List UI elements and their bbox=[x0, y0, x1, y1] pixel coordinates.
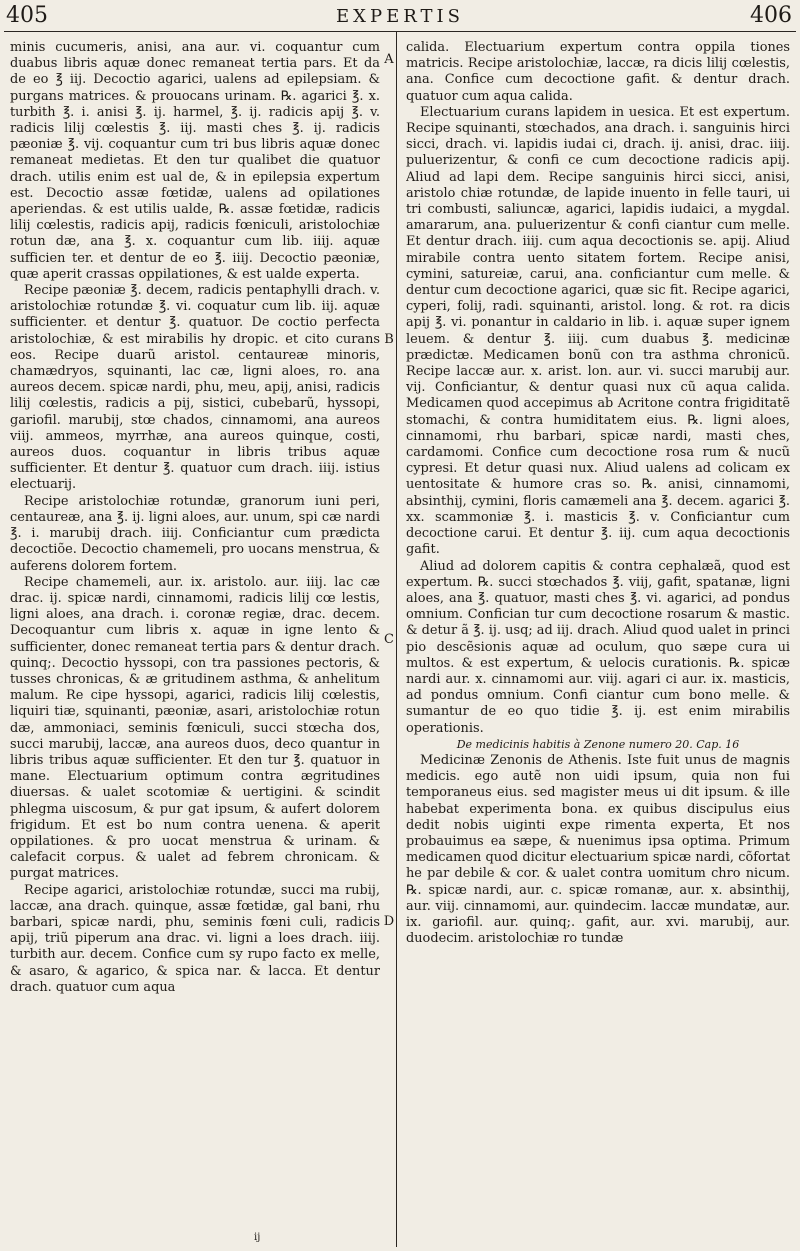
column-divider bbox=[396, 32, 397, 1247]
paragraph: Recipe agarici, aristolochiæ rotundæ, succi ma rubij, laccæ, ana drach. quinque, assæ fœtidæ, gal bani, rhu barbari, spicæ nardi, phu, seminis fœni culi, radicis apij, triũ piperum ana drac. vi. ligni a loes drach. iiij. turbith aur. decem. Confice cum sy rupo facto ex melle, & asaro, & agarico, & spica nar. & lacca. Et dentur drach. quatuor cum aqua bbox=[10, 882, 380, 995]
header-rule bbox=[4, 31, 796, 32]
paragraph: Recipe chamemeli, aur. ix. aristolo. aur. iiij. lac cæ drac. ij. spicæ nardi, cinnamomi, radicis lilij cœ lestis, ligni aloes, ana drach. i. coronæ regiæ, drac. decem. Decoquantur cum libris x. aquæ in igne lento & sufficienter, donec remaneat tertia pars & dentur drach. quinq;. Decoctio hyssopi, con tra passiones pectoris, & tusses chronicas, & æ gritudinem asthma, & anhelitum malum. Re cipe hyssopi, agarici, radicis lilij cœlestis, liquiri tiæ, squinanti, pæoniæ, asari, aristolochiæ rotun dæ, ammoniaci, seminis fœniculi, succi stœcha dos, succi marubij, laccæ, ana aureos duos, deco quantur in libris tribus aquæ sufficienter. Et den tur ℥. quatuor in mane. Electuarium optimum contra ægritudines diuersas. & ualet scotomiæ & uertigini. & scindit phlegma uiscosum, & pur gat ipsum, & aufert dolorem frigidum. Et est bo num contra uenena. & aperit oppilationes. & pro uocat menstrua & urinam. & calefacit corpus. & ualet ad febrem chronicam. & purgat matrices. bbox=[10, 574, 380, 882]
page-number-right: 406 bbox=[750, 3, 792, 28]
paragraph: Electuarium curans lapidem in uesica. Et est expertum. Recipe squinanti, stœchados, ana drach. i. sanguinis hirci sicci, drach. vi. lapidis iudai ci, drach. ij. anisi, drac. iiij. puluerizentur, & confi ce cum decoctione radicis apij. Aliud ad lapi dem. Recipe sanguinis hirci sicci, anisi, aristolo chiæ rotundæ, de lapide inuento in felle tauri, ui tri combusti, saliuncæ, agarici, lapidis iudaici, a mygdal. amararum, ana. puluerizentur & confi ciantur cum melle. Et dentur drach. iiij. cum aqua decoctionis se. apij. Aliud mirabile contra uento sitatem fortem. Recipe anisi, cymini, satureiæ, carui, ana. conficiantur cum melle. & dentur cum decoctione agarici, quæ sic fit. Recipe agarici, cyperi, folij, radi. squinanti, aristol. long. & rot. ra dicis apij ℥. vi. ponantur in caldario in lib. i. aquæ super ignem leuem. & dentur ℥. iiij. cum duabus ℥. medicinæ prædictæ. Medicamen bonũ con tra asthma chronicũ. Recipe laccæ aur. x. arist. lon. aur. vi. succi marubij aur. vij. Conficiantur, & dentur quasi nux cũ aqua calida. Medicamen quod accepimus ab Acritone contra frigiditatẽ stomachi, & contra humiditatem eius. ℞. ligni aloes, cinnamomi, rhu barbari, spicæ nardi, masti ches, cardamomi. Confice cum decoctione rosa rum & nucũ cypresi. Et detur quasi nux. Aliud ualens ad colicam ex uentositate & humore cras so. ℞. anisi, cinnamomi, absinthij, cymini, floris camæmeli ana ℥. decem. agarici ℥. xx. scammoniæ ℥. i. masticis ℥. v. Conficiantur cum decoctione carui. Et dentur ℥. iij. cum aqua decoctionis gafit. bbox=[406, 104, 790, 558]
paragraph: Recipe pæoniæ ℥. decem, radicis pentaphylli drach. v. aristolochiæ rotundæ ℥. vi. coquatur cum lib. iij. aquæ sufficienter. et dentur ℥. quatuor. De coctio perfecta aristolochiæ, & est mirabilis hy dropic. et cito curans eos. Recipe duarũ aristol. centaureæ minoris, chamædryos, squinanti, lac cæ, ligni aloes, ro. ana aureos decem. spicæ nardi, phu, meu, apij, anisi, radicis lilij cœlestis, radicis a pij, sistici, cubebarũ, hyssopi, gariofil. marubij, stœ chados, cinnamomi, ana aureos viij. ammeos, myrrhæ, ana aureos quinque, costi, aureos duos. coquantur in libris tribus aquæ sufficienter. Et dentur ℥. quatuor cum drach. iiij. istius electuarij. bbox=[10, 283, 380, 493]
running-head: EXPERTIS bbox=[336, 6, 464, 27]
paragraph: calida. Electuarium expertum contra oppila tiones matricis. Recipe aristolochiæ, laccæ, ra dicis lilij cœlestis, ana. Confice cum decoctione gafit. & dentur drach. quatuor cum aqua calida. bbox=[406, 40, 790, 104]
right-column bbox=[406, 40, 790, 947]
left-column bbox=[10, 40, 380, 996]
margin-letter: B bbox=[384, 332, 394, 347]
margin-letter: A bbox=[384, 52, 394, 67]
paragraph: minis cucumeris, anisi, ana aur. vi. coquantur cum duabus libris aquæ donec remaneat tertia pars. Et da de eo ℥ iij. Decoctio agarici, ualens ad epilepsiam. & purgans matrices. & prouocans urinam. ℞. agarici ℥. x. turbith ℥. i. anisi ℥. ij. harmel, ℥. ij. radicis apij ℥. v. radicis lilij cœlestis ℥. iij. masti ches ℥. ij. radicis pæoniæ ℥. vij. coquantur cum tri bus libris aquæ donec remaneat medietas. Et den tur qualibet die quatuor drach. utilis enim est ual de, & in epilepsia expertum est. Decoctio assæ fœtidæ, ualens ad opilationes aperiendas. & est utilis ualde, ℞. assæ fœtidæ, radicis lilij cœlestis, radicis apij, radicis fœniculi, aristolochiæ rotun dæ, ana ℥. x. coquantur cum lib. iiij. aquæ sufficien ter. et dentur de eo ℥. iiij. Decoctio pæoniæ, quæ aperit crassas oppilationes, & est ualde experta. bbox=[10, 40, 380, 282]
signature-mark: ij bbox=[254, 1232, 261, 1243]
margin-letter: D bbox=[383, 914, 395, 929]
page-number-left: 405 bbox=[6, 3, 48, 28]
chapter-heading: De medicinis habitis à Zenone numero 20. Cap. 16 bbox=[456, 737, 740, 751]
paragraph: Recipe aristolochiæ rotundæ, granorum iuni peri, centaureæ, ana ℥. ij. ligni aloes, aur. unum, spi cæ nardi ℥. i. marubij drach. iiij. Conficiantur cum prædicta decoctiõe. Decoctio chamemeli, pro uocans menstrua, & auferens dolorem fortem. bbox=[10, 493, 380, 574]
margin-letter: C bbox=[384, 632, 394, 647]
paragraph: Medicinæ Zenonis de Athenis. Iste fuit unus de magnis medicis. ego autẽ non uidi ipsum, quia non fui temporaneus eius. sed magister meus ui dit ipsum. & ille habebat experimenta bona. ex quibus discipulus eius dedit nobis uiginti expe rimenta experta, Et nos probauimus ea sæpe, & nuenimus ipsa optima. Primum medicamen quod dicitur electuarium spicæ nardi, cõfortat he par debile & cor. & ualet contra uomitum chro nicum. ℞. spicæ nardi, aur. c. spicæ romanæ, aur. x. absinthij, aur. viij. cinnamomi, aur. quindecim. laccæ mundatæ, aur. ix. gariofil. aur. quinq;. gafit, aur. xvi. marubij, aur. duodecim. aristolochiæ ro tundæ bbox=[406, 752, 790, 947]
paragraph: Aliud ad dolorem capitis & contra cephalæã, quod est expertum. ℞. succi stœchados ℥. viij, gafit, spatanæ, ligni aloes, ana ℥. quatuor, masti ches ℥. vi. agarici, ad pondus omnium. Confician tur cum decoctione rosarum & mastic. & detur ã ℥. ij. usq; ad iij. drach. Aliud quod ualet in princi pio descẽsionis aquæ ad oculum, quo sæpe cura ui multos. & est expertum, & uelocis curationis. ℞. spicæ nardi aur. x. cinnamomi aur. viij. agari ci aur. ix. masticis, ad pondus omnium. Confi ciantur cum bono melle. & sumantur de eo quo tidie ℥. ij. est enim mirabilis operationis. bbox=[406, 558, 790, 736]
page-header bbox=[0, 0, 800, 30]
